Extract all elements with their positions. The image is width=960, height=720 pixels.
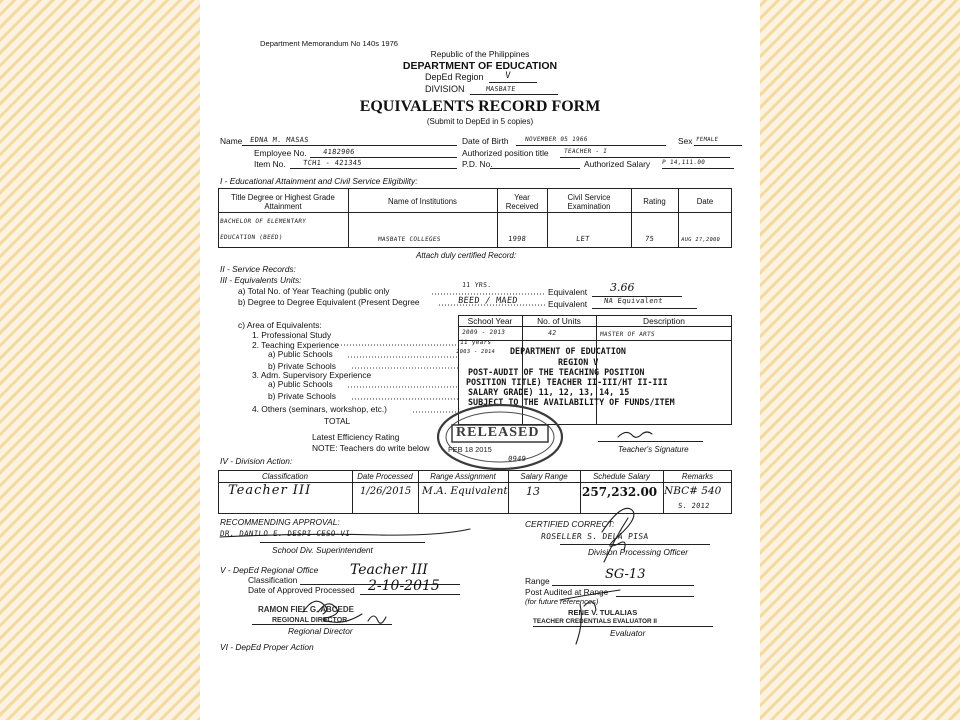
region-value: V	[504, 71, 512, 81]
regional-classification-label: Classification	[248, 575, 298, 585]
units-value: 42	[547, 329, 557, 337]
republic-line: Republic of the Philippines	[430, 49, 530, 59]
regional-classification-value: Teacher III	[350, 562, 428, 578]
regional-signature-mark	[303, 601, 327, 614]
section-1-title: I - Educational Attainment and Civil Service Eligibility:	[220, 176, 418, 186]
salary-range-value: 13	[526, 485, 540, 498]
certified-title: Division Processing Officer	[588, 547, 689, 557]
division-label: DIVISION	[425, 84, 465, 94]
efficiency-rating-label: Latest Efficiency Rating	[312, 432, 400, 442]
memo-number: Department Memorandum No 140s 1976	[260, 39, 399, 48]
rating-value: 75	[644, 235, 655, 243]
adm-public-label: a) Public Schools	[268, 379, 333, 389]
teaching-equivalent-value: 3.66	[610, 281, 635, 294]
school-year-value: 2009 - 2013	[461, 329, 506, 336]
teacher-signature-mark	[618, 432, 652, 437]
certified-signature-mark	[602, 508, 634, 550]
released-date: FEB 18 2015	[448, 445, 492, 454]
remarks-value: NBC# 540	[664, 485, 722, 497]
stamp-line-position: POSITION TITLE) TEACHER II-III/HT II-III	[466, 377, 668, 387]
stamp-line-funds: SUBJECT TO THE AVAILABILITY OF FUNDS/ITEM	[468, 397, 675, 407]
certified-name: ROSELLER S. DELA PISA	[540, 532, 649, 541]
salary-value: P 14,111.00	[661, 159, 706, 166]
section-3-title: III - Equivalents Units:	[220, 275, 302, 285]
column-school-year: School Year	[467, 316, 513, 326]
total-label: TOTAL	[324, 416, 351, 426]
range-value: SG-13	[605, 567, 646, 582]
column-exam: Civil Service Examination	[567, 193, 611, 211]
teaching-private-label: b) Private Schools	[268, 361, 336, 371]
column-description: Description	[643, 316, 685, 326]
institution-value: MASBATE COLLEGES	[377, 236, 442, 243]
item-no-value: TCH1 - 421345	[302, 159, 363, 167]
column-year: Year Received	[505, 193, 539, 211]
column-remarks: Remarks	[681, 472, 714, 481]
position-title-value: TEACHER - I	[563, 148, 608, 155]
stamp-line-post-audit: POST-AUDIT OF THE TEACHING POSITION	[468, 367, 645, 377]
section-6-title: VI - DepEd Proper Action	[220, 642, 314, 652]
submit-note: (Submit to DepEd in 5 copies)	[426, 117, 534, 126]
released-by: 0949	[507, 455, 527, 463]
column-classification: Classification	[262, 472, 308, 481]
evaluator-title: Evaluator	[610, 628, 646, 638]
form-title: EQUIVALENTS RECORD FORM	[359, 98, 601, 115]
column-date: Date	[696, 197, 714, 206]
teachers-note: NOTE: Teachers do write below	[312, 443, 430, 453]
director-initial-mark	[368, 616, 386, 623]
adm-private-label: b) Private Schools	[268, 391, 336, 401]
scanned-form-page	[200, 0, 760, 720]
sex-value: FEMALE	[695, 137, 719, 143]
remarks-value-2: S. 2012	[677, 502, 711, 510]
column-institution: Name of Institutions	[388, 197, 457, 206]
column-rating: Rating	[643, 197, 666, 206]
employee-no-label: Employee No.	[254, 148, 307, 158]
section-2-title: II - Service Records:	[220, 264, 296, 274]
released-text: RELEASED	[456, 425, 540, 440]
teaching-years-note: 11 years	[459, 339, 492, 346]
employee-no-value: 4182906	[322, 148, 356, 156]
teaching-years-value: 11 YRS.	[461, 281, 492, 289]
column-range-assignment: Range Assignment	[430, 472, 496, 481]
director-title: Regional Director	[288, 626, 353, 636]
teaching-public-label: a) Public Schools	[268, 349, 333, 359]
teaching-experience-label: 2. Teaching Experience	[252, 340, 339, 350]
recommending-underline-mark	[220, 529, 470, 537]
date-value: AUG 27,2000	[680, 237, 721, 243]
department-name: DEPARTMENT OF EDUCATION	[402, 60, 558, 72]
schedule-salary-value: 257,232.00	[582, 485, 658, 499]
stamp-line-department: DEPARTMENT OF EDUCATION	[510, 346, 626, 356]
others-label: 4. Others (seminars, workshop, etc.)	[252, 404, 387, 414]
teacher-signature-label: Teacher's Signature	[618, 445, 689, 454]
signature-strokes	[200, 0, 760, 720]
classification-value: Teacher III	[228, 483, 312, 498]
post-audited-label: Post Audited at Range	[525, 587, 609, 597]
pd-no-label: P.D. No.	[462, 159, 493, 169]
degree-equivalent-label: b) Degree to Degree Equivalent (Present Degree	[238, 297, 420, 307]
name-label: Name	[220, 136, 243, 146]
division-value: MASBATE	[485, 85, 516, 93]
name-value: EDNA M. MASAS	[249, 136, 310, 144]
degree-equivalent-equiv-value: NA Equivalent	[603, 297, 664, 305]
date-processed-value: 1/26/2015	[360, 486, 412, 497]
column-units: No. of Units	[537, 316, 581, 326]
region-label: DepEd Region	[425, 72, 484, 82]
recommending-label: RECOMMENDING APPROVAL:	[220, 517, 340, 527]
dob-value: NOVEMBER 05 1966	[524, 136, 589, 143]
section-5-title: V - DepEd Regional Office	[220, 565, 319, 575]
recommending-title: School Div. Superintendent	[272, 545, 373, 555]
range-assignment-value: M.A. Equivalent	[422, 485, 508, 497]
degree-line-1: BACHELOR OF ELEMENTARY	[219, 218, 307, 225]
evaluator-title-stamp: TEACHER CREDENTIALS EVALUATOR II	[533, 618, 657, 625]
teaching-years-range: 2003 - 2014	[455, 349, 496, 355]
column-degree: Title Degree or Highest Grade Attainment	[231, 193, 335, 211]
stamp-line-region: REGION V	[558, 357, 599, 367]
column-schedule-salary: Schedule Salary	[593, 472, 650, 481]
evaluator-signature-mark	[576, 602, 596, 644]
future-reference-label: (for future references)	[525, 597, 599, 606]
regional-date-processed-label: Date of Approved Processed	[248, 585, 355, 595]
teaching-years-label: a) Total No. of Year Teaching (public only	[238, 286, 390, 296]
column-date-processed: Date Processed	[357, 472, 413, 481]
section-4-title: IV - Division Action:	[220, 456, 293, 466]
degree-equivalent-equiv-label: Equivalent	[548, 299, 588, 309]
recommending-name: DR. DANILO E. DESPI CESO VI	[219, 529, 351, 538]
sex-label: Sex	[678, 136, 693, 146]
year-value: 1998	[507, 235, 527, 243]
position-title-label: Authorized position title	[462, 148, 549, 158]
adm-supervisory-label: 3. Adm. Supervisory Experience	[252, 370, 372, 380]
attach-note: Attach duly certified Record:	[416, 251, 517, 260]
range-label: Range	[525, 576, 550, 586]
director-name: RAMON FIEL G. ABCEDE	[258, 605, 355, 614]
area-of-equivalents-label: c) Area of Equivalents:	[238, 320, 322, 330]
regional-date-processed-value: 2-10-2015	[368, 578, 440, 594]
item-no-label: Item No.	[254, 159, 286, 169]
evaluator-name: RENE V. TULALIAS	[568, 608, 638, 617]
description-value: MASTER OF ARTS	[599, 331, 656, 338]
post-audit-arrow-mark	[560, 590, 620, 600]
certified-label: CERTIFIED CORRECT:	[525, 519, 615, 529]
column-salary-range: Salary Range	[520, 472, 568, 481]
director-title-stamp: REGIONAL DIRECTOR	[272, 617, 348, 624]
teaching-equivalent-label: Equivalent	[548, 287, 588, 297]
exam-value: LET	[575, 235, 591, 243]
degree-line-2: EDUCATION (BEED)	[219, 234, 284, 241]
salary-label: Authorized Salary	[584, 159, 651, 169]
stamp-line-salary-grade: SALARY GRADE) 11, 12, 13, 14, 15	[468, 387, 630, 397]
degree-equivalent-value: BEED / MAED	[457, 296, 519, 306]
professional-study-label: 1. Professional Study	[252, 330, 332, 340]
dob-label: Date of Birth	[462, 136, 509, 146]
